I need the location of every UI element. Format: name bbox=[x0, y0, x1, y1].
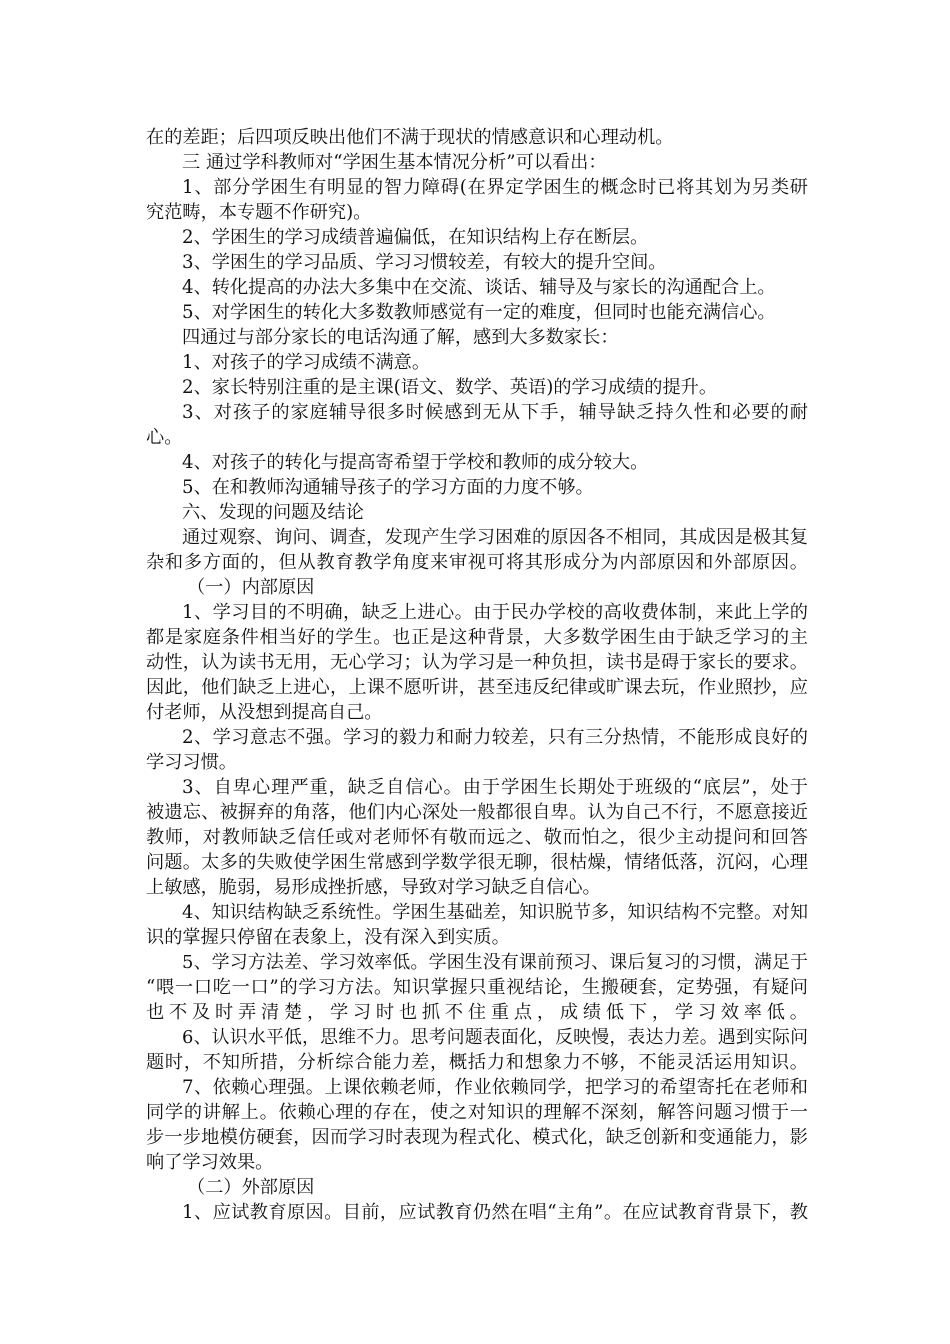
text-line: 步一步地模仿硬套，因而学习时表现为程式化、模式化，缺乏创新和变通能力，影 bbox=[146, 1127, 808, 1148]
text-line: 6、认识水平低，思维不力。思考问题表面化，反映慢，表达力差。遇到实际问 bbox=[182, 1027, 808, 1048]
text-line: 3、学困生的学习品质、学习习惯较差，有较大的提升空间。 bbox=[182, 252, 667, 273]
text-line: 题时，不知所措，分析综合能力差，概括力和想象力不够，不能灵活运用知识。 bbox=[146, 1052, 808, 1073]
text-line: 7、依赖心理强。上课依赖老师，作业依赖同学，把学习的希望寄托在老师和 bbox=[182, 1077, 808, 1098]
text-line: 动性，认为读书无用，无心学习；认为学习是一种负担，读书是碍于家长的要求。 bbox=[146, 652, 808, 673]
text-line: 5、学习方法差、学习效率低。学困生没有课前预习、课后复习的习惯，满足于 bbox=[182, 952, 808, 973]
text-line: 三 通过学科教师对“学困生基本情况分析”可以看出： bbox=[182, 152, 607, 173]
text-line: 在的差距；后四项反映出他们不满于现状的情感意识和心理动机。 bbox=[146, 127, 674, 148]
text-line: 杂和多方面的，但从教育教学角度来审视可将其形成分为内部原因和外部原因。 bbox=[146, 552, 808, 573]
text-line: 响了学习效果。 bbox=[146, 1152, 274, 1173]
text-line: 同学的讲解上。依赖心理的存在，使之对知识的理解不深刻，解答问题习惯于一 bbox=[146, 1102, 808, 1123]
text-line: 学习习惯。 bbox=[146, 752, 237, 773]
text-line: 1、部分学困生有明显的智力障碍(在界定学困生的概念时已将其划为另类研 bbox=[182, 177, 808, 198]
text-line: 心。 bbox=[146, 427, 183, 448]
text-line: 问题。太多的失败使学困生常感到学数学很无聊，很枯燥，情绪低落，沉闷，心理 bbox=[146, 852, 808, 873]
text-line: （一）内部原因 bbox=[187, 577, 315, 598]
text-line: 4、对孩子的转化与提高寄希望于学校和教师的成分较大。 bbox=[182, 452, 649, 473]
text-line: 付老师，从没想到提高自己。 bbox=[146, 702, 383, 723]
text-line: 3、对孩子的家庭辅导很多时候感到无从下手，辅导缺乏持久性和必要的耐 bbox=[182, 402, 808, 423]
text-line: 四通过与部分家长的电话沟通了解，感到大多数家长： bbox=[182, 327, 619, 348]
text-line: 识的掌握只停留在表象上，没有深入到实质。 bbox=[146, 927, 510, 948]
text-line: 被遗忘、被摒弃的角落，他们内心深处一般都很自卑。认为自己不行，不愿意接近 bbox=[146, 802, 808, 823]
text-line: 1、对孩子的学习成绩不满意。 bbox=[182, 352, 431, 373]
text-line: 六、发现的问题及结论 bbox=[182, 502, 364, 523]
text-line: 4、转化提高的办法大多集中在交流、谈话、辅导及与家长的沟通配合上。 bbox=[182, 277, 776, 298]
text-line: “喂一口吃一口”的学习方法。知识掌握只重视结论，生搬硬套，定势强，有疑问 bbox=[146, 977, 808, 998]
text-line: 3、自卑心理严重，缺乏自信心。由于学困生长期处于班级的“底层”，处于 bbox=[182, 777, 808, 798]
text-line: 5、在和教师沟通辅导孩子的学习方面的力度不够。 bbox=[182, 477, 594, 498]
text-line: 5、对学困生的转化大多数教师感觉有一定的难度，但同时也能充满信心。 bbox=[182, 302, 776, 323]
text-line: 都是家庭条件相当好的学生。也正是这种背景，大多数学困生由于缺乏学习的主 bbox=[146, 627, 808, 648]
text-line: 2、学困生的学习成绩普遍偏低，在知识结构上存在断层。 bbox=[182, 227, 649, 248]
text-line: （二）外部原因 bbox=[187, 1177, 315, 1198]
text-line: 也不及时弄清楚，学习时也抓不住重点，成绩低下，学习效率低。 bbox=[146, 1002, 808, 1023]
text-line: 上敏感，脆弱，易形成挫折感，导致对学习缺乏自信心。 bbox=[146, 877, 601, 898]
text-line: 2、家长特别注重的是主课(语文、数学、英语)的学习成绩的提升。 bbox=[182, 377, 718, 398]
text-line: 2、学习意志不强。学习的毅力和耐力较差，只有三分热情，不能形成良好的 bbox=[182, 727, 808, 748]
text-line: 1、应试教育原因。目前，应试教育仍然在唱“主角”。在应试教育背景下，教 bbox=[182, 1202, 808, 1223]
text-line: 因此，他们缺乏上进心，上课不愿听讲，甚至违反纪律或旷课去玩，作业照抄，应 bbox=[146, 677, 808, 698]
text-line: 教师，对教师缺乏信任或对老师怀有敬而远之、敬而怕之，很少主动提问和回答 bbox=[146, 827, 808, 848]
text-line: 1、学习目的不明确，缺乏上进心。由于民办学校的高收费体制，来此上学的 bbox=[182, 602, 808, 623]
text-line: 通过观察、询问、调查，发现产生学习困难的原因各不相同，其成因是极其复 bbox=[182, 527, 808, 548]
text-line: 究范畴，本专题不作研究)。 bbox=[146, 202, 372, 223]
text-line: 4、知识结构缺乏系统性。学困生基础差，知识脱节多，知识结构不完整。对知 bbox=[182, 902, 808, 923]
